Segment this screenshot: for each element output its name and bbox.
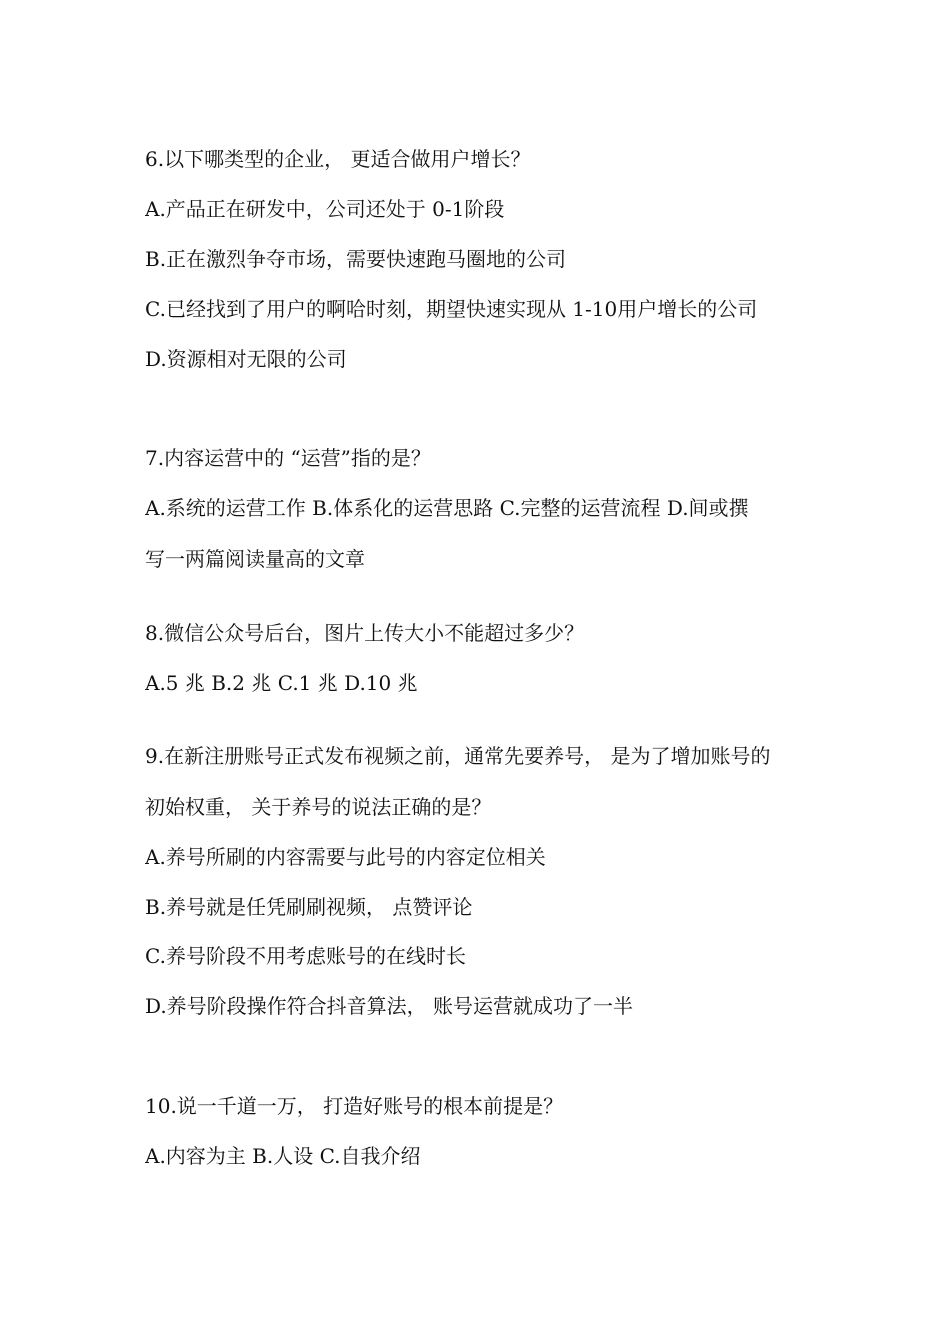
question-6-option-b: B.正在激烈争夺市场，需要快速跑马圈地的公司: [145, 247, 567, 271]
question-8-stem: 8.微信公众号后台，图片上传大小不能超过多少？: [145, 621, 585, 645]
question-9-option-b: B.养号就是任凭刷刷视频， 点赞评论: [145, 895, 473, 919]
question-9-option-c: C.养号阶段不用考虑账号的在线时长: [145, 944, 466, 968]
question-7-options-continued: 写一两篇阅读量高的文章: [145, 547, 365, 571]
question-6-option-a: A.产品正在研发中，公司还处于 0-1阶段: [145, 197, 505, 221]
question-9-stem: 9.在新注册账号正式发布视频之前，通常先要养号， 是为了增加账号的: [145, 744, 771, 768]
question-9-option-a: A.养号所刷的内容需要与此号的内容定位相关: [145, 845, 546, 869]
question-7-stem: 7.内容运营中的 “运营”指的是？: [145, 446, 431, 470]
question-7-options: A.系统的运营工作 B.体系化的运营思路 C.完整的运营流程 D.间或撰: [145, 496, 749, 520]
question-10-stem: 10.说一千道一万， 打造好账号的根本前提是？: [145, 1094, 564, 1118]
question-9-stem-continued: 初始权重， 关于养号的说法正确的是？: [145, 795, 492, 819]
question-8-options: A.5 兆 B.2 兆 C.1 兆 D.10 兆: [145, 671, 418, 695]
question-9-option-d: D.养号阶段操作符合抖音算法， 账号运营就成功了一半: [145, 994, 634, 1018]
question-6-option-c: C.已经找到了用户的啊哈时刻，期望快速实现从 1-10用户增长的公司: [145, 297, 758, 321]
question-6-option-d: D.资源相对无限的公司: [145, 347, 347, 371]
question-10-options: A.内容为主 B.人设 C.自我介绍: [145, 1144, 421, 1168]
question-6-stem: 6.以下哪类型的企业， 更适合做用户增长？: [145, 147, 531, 171]
